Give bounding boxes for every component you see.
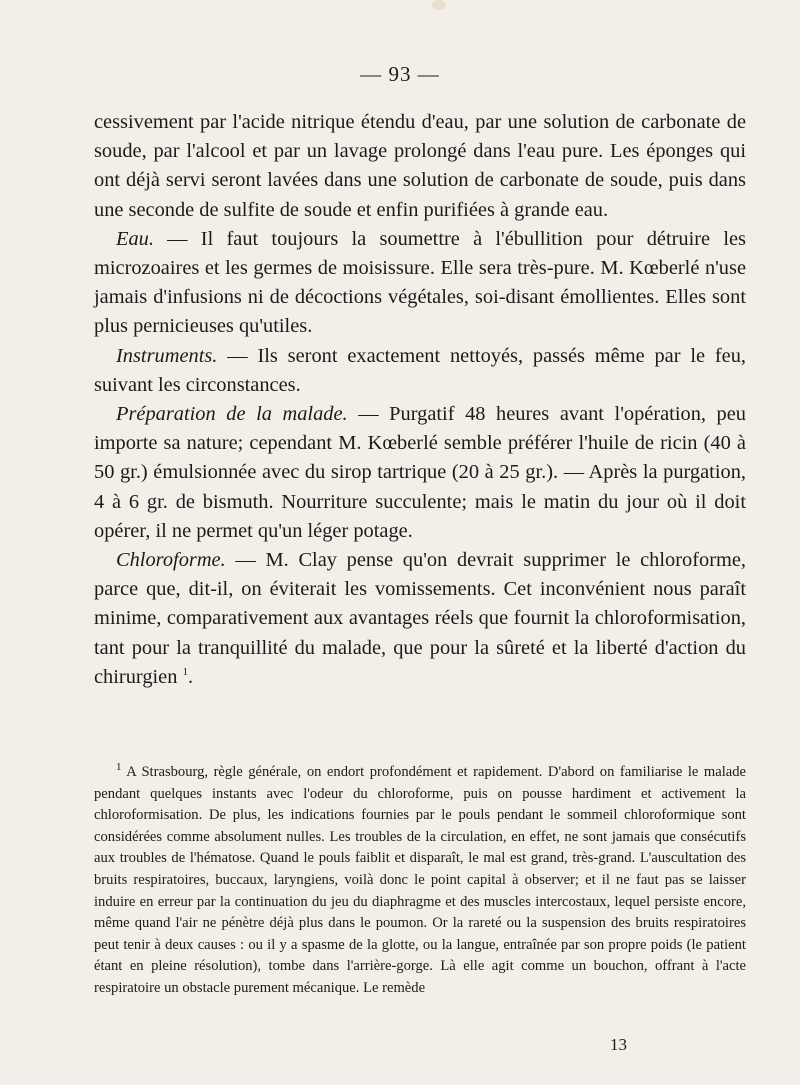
footnote — [94, 762, 746, 1000]
section-heading: Instruments. — [116, 344, 218, 367]
footnote-paragraph — [94, 762, 746, 1000]
section-heading: Préparation de la malade. — [116, 403, 348, 426]
paragraph-text: — M. Clay pense qu'on devrait supprimer le chloroforme, parce que, dit-il, on éviterait les vomissements. Cet inconvénient nous paraît minime, comparativement aux avantages réels que fournit la chloroformisation, tant pour la tranquillité du malade, que pour la sûreté et la liberté d'action du chirurgien — [94, 549, 746, 688]
paragraph-text: cessivement par l'acide nitrique étendu d'eau, par une solution de carbonate de soude, par l'alcool et par un lavage prolongé dans l'eau pure. Les éponges qui ont déjà servi seront lavées dans une solution de carbonate de soude, puis dans une seconde de sulfite de soude et enfin purifiées à grande eau. — [94, 111, 746, 221]
paper-stain — [432, 0, 446, 10]
sentence-end: . — [188, 665, 194, 688]
signature-mark: 13 — [610, 1035, 627, 1054]
main-text — [94, 108, 746, 692]
paragraph-preparation — [94, 400, 746, 546]
paragraph-text: — Ils seront exactement nettoyés, passés même par le feu, suivant les circonstances. — [94, 344, 746, 396]
paragraph-text: — Purgatif 48 heures avant l'opération, peu importe sa nature; cependant M. Kœberlé semble préférer l'huile de ricin (40 à 50 gr.) émulsionnée avec du sirop tartrique (20 à 25 gr.). — Après la purgation, 4 à 6 gr. de bismuth. Nourriture succulente; mais le matin du jour où il doit opérer, il ne permet qu'un léger potage. — [94, 403, 746, 542]
footnote-marker: 1 — [116, 761, 122, 774]
paragraph-instruments — [94, 342, 746, 400]
section-heading: Chloroforme. — [116, 549, 226, 572]
paragraph-chloroforme — [94, 546, 746, 692]
paragraph-text: — Il faut toujours la soumettre à l'ébullition pour détruire les microzoaires et les germes de moisissure. Elle sera très-pure. M. Kœberlé n'use jamais d'infusions ni de décoctions végétales, soi-disant émollientes. Elles sont plus pernicieuses qu'utiles. — [94, 227, 746, 338]
footnote-reference: 1 — [182, 666, 189, 679]
page-number-header: — 93 — — [360, 62, 440, 86]
footnote-text: A Strasbourg, règle générale, on endort profondément et rapidement. D'abord on familiarise le malade pendant quelques instants avec l'odeur du chloroforme, puis on pousse hardiment et activement la chloroformisation. De plus, les indications fournies par le pouls pendant le sommeil chloroformique sont considérées comme absolument nulles. Les troubles de la circulation, en effet, ne sont jamais que consécutifs aux troubles de l'hématose. Quand le pouls faiblit et disparaît, le mal est grand, très-grand. L'auscultation des bruits respiratoires, buccaux, laryngiens, voilà donc le point capital à observer; et il ne faut pas se laisser induire en erreur par la continuation du jeu du diaphragme et des muscles intercostaux, lequel persiste encore, même quand l'air ne pénètre déjà plus dans le poumon. Or la rareté ou la suspension des bruits respiratoires peut tenir à deux causes : ou il y a spasme de la glotte, ou la langue, entraînée par son propre poids (le patient étant en pleine résolution), tombe dans l'arrière-gorge. Là elle agit comme un bouchon, offrant à l'acte respiratoire un obstacle purement mécanique. Le remède — [94, 764, 746, 996]
section-heading: Eau. — [116, 227, 154, 250]
paragraph-continuation — [94, 108, 746, 225]
paragraph-eau — [94, 225, 746, 342]
